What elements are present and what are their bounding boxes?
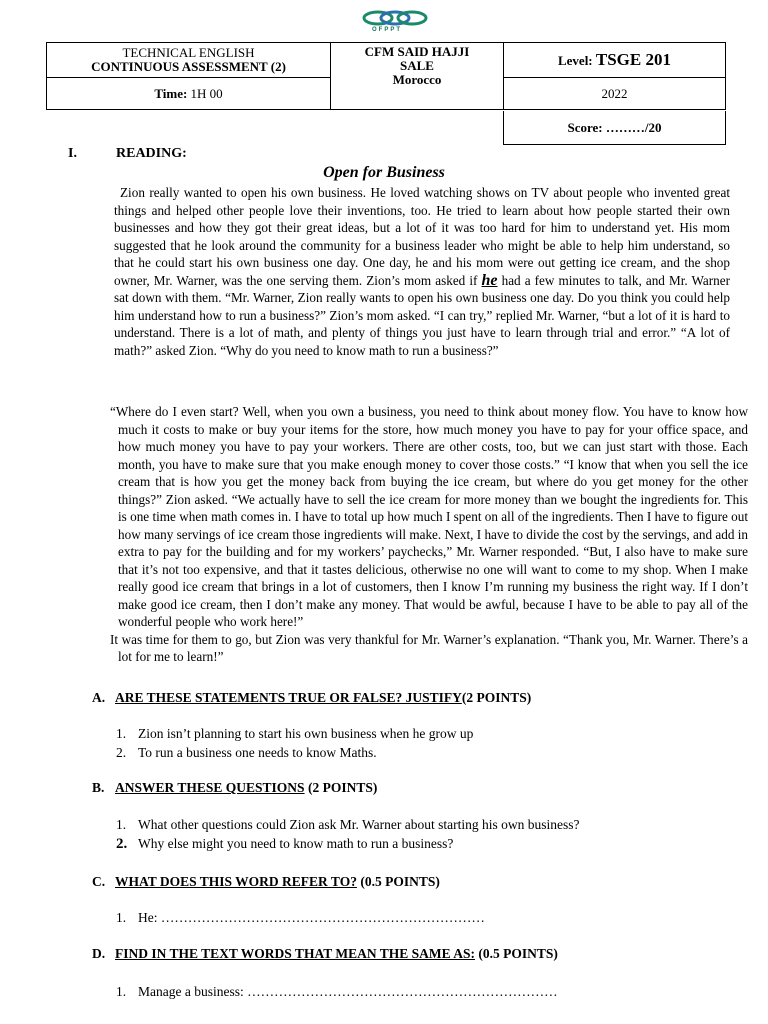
question-a-heading [92, 690, 531, 706]
section-heading [68, 146, 187, 162]
question-c-heading [92, 874, 440, 890]
item-text: To run a business one needs to know Maths. [138, 745, 377, 760]
level-cell [504, 43, 726, 78]
level-value: TSGE 201 [595, 50, 671, 69]
center-line3: Morocco [392, 72, 442, 87]
item-text: Zion isn’t planning to start his own business when he grow up [138, 726, 474, 741]
question-a-item-2 [116, 745, 377, 761]
item-number: 1. [116, 984, 127, 999]
question-c-title: WHAT DOES THIS WORD REFER TO? [115, 874, 357, 889]
time-value: 1H 00 [190, 85, 223, 101]
item-text: Why else might you need to know math to run a business? [138, 836, 454, 851]
time-cell [47, 78, 331, 110]
question-d-heading [92, 946, 558, 962]
item-number: 2. [116, 836, 128, 852]
section-number: I. [68, 146, 77, 161]
item-text: What other questions could Zion ask Mr. Warner about starting his own business? [138, 817, 580, 832]
question-b-title: ANSWER THESE QUESTIONS [115, 780, 305, 795]
subject: TECHNICAL ENGLISH [122, 45, 255, 60]
question-d-item-1 [116, 984, 558, 1000]
center-cell [331, 43, 504, 110]
score-label: Score: [567, 120, 603, 135]
story-title: Open for Business [323, 164, 445, 181]
subject-cell [47, 43, 331, 78]
paragraph-1-part-a: Zion really wanted to open his own business. He loved watching shows on TV about people who invented great things and helped other people love their inventions, too. He tried to learn about how people started their own businesses and how they got their great ideas, but a lot of it was too hard for him to understand yet. His mom suggested that he look around the community for a business leader who might be able to help him understand, so that he could start his own business one day. One day, he and his mom were out getting ice cream, and the shop owner, Mr. Warner, was the one serving them. Zion’s mom asked if [114, 185, 730, 288]
story-paragraph-2: “Where do I even start? Well, when you own a business, you need to think about money flow. You have to know how much it costs to make or buy your items for the store, how much money you have to pay for your office space, and how much money you have to pay your workers. There are other costs, too, but we can just start with those. Each month, you have to make sure that you make enough money to cover those costs.” “I know that when you sell the ice cream that is how you get the money back from buying the ice cream, but where do you get money for the other things?” Zion asked. “We actually have to sell the ice cream for more money than we bought the ingredients for. This is one time when math comes in. I have to total up how much I spent on all of the ingredients. Then I have to figure out how many servings of ice cream those ingredients will make. Next, I have to divide the cost by the servings, and add in extra to pay for the building and for my workers’ paychecks,” Mr. Warner responded. “But, I also have to make sure that it’s not too expensive, and that it tastes delicious, otherwise no one will want to come to my shop. When I make really good ice cream that brings in a lot of customers, then I know I’m running my business the right way. If I don’t make good ice cream, then I don’t make any money. That would be awful, because I have to be able to pay all of the wonderful people who work here!” [110, 404, 748, 629]
question-b-points: (2 POINTS) [307, 780, 378, 795]
center-line1: CFM SAID HAJJI [364, 44, 470, 59]
assessment: CONTINUOUS ASSESSMENT (2) [91, 59, 286, 74]
question-d-letter: D. [92, 946, 106, 961]
question-b-item-2 [116, 836, 453, 853]
question-b-letter: B. [92, 780, 105, 795]
logo-text: OFPPT [372, 27, 403, 33]
score-value: ………/20 [605, 120, 662, 135]
level-label: Level: [557, 53, 593, 68]
paragraph-1-part-b: had a few minutes to talk, and Mr. Warner sat down with them. “Mr. Warner, Zion really wants to open his own business one day. Do you think you could help him understand how to run a business?” Zion’s mom asked. “I can try,” replied Mr. Warner, “but a lot of it is hard to understand. There is a lot of math, and plenty of things you just have to learn through trial and error.” “A lot of math?” asked Zion. “Why do you need to know math to run a business?” [114, 272, 730, 358]
time-label: Time: [154, 85, 188, 101]
question-a-item-1 [116, 726, 473, 742]
section-title: READING: [116, 146, 187, 161]
header-table [46, 42, 726, 110]
question-b-heading [92, 780, 377, 796]
score-box [503, 111, 726, 145]
story-paragraph-1 [114, 184, 730, 359]
item-number: 1. [116, 817, 127, 832]
center-line2: SALE [400, 58, 434, 73]
question-a-title: ARE THESE STATEMENTS TRUE OR FALSE? JUSTIFY [115, 690, 462, 705]
item-text: He: ……………………………………………………………… [138, 910, 485, 925]
referent-word-he: he [481, 271, 498, 289]
item-number: 1. [116, 910, 127, 925]
story-paragraph-3: It was time for them to go, but Zion was very thankful for Mr. Warner’s explanation. “Thank you, Mr. Warner. There’s a lot for me to learn!” [110, 631, 748, 664]
item-number: 2. [116, 745, 127, 760]
question-c-item-1 [116, 910, 485, 926]
question-c-points: (0.5 POINTS) [360, 874, 440, 889]
question-d-title: FIND IN THE TEXT WORDS THAT MEAN THE SAME AS: [115, 946, 475, 961]
item-number: 1. [116, 726, 127, 741]
item-text: Manage a business: …………………………………………………………… [138, 984, 558, 999]
question-a-letter: A. [92, 690, 106, 705]
story-paragraph-2-block [110, 403, 748, 666]
question-d-points: (0.5 POINTS) [478, 946, 558, 961]
question-c-letter: C. [92, 874, 106, 889]
question-a-points: (2 POINTS) [461, 690, 532, 705]
question-b-item-1 [116, 817, 579, 833]
year-cell: 2022 [504, 78, 726, 110]
